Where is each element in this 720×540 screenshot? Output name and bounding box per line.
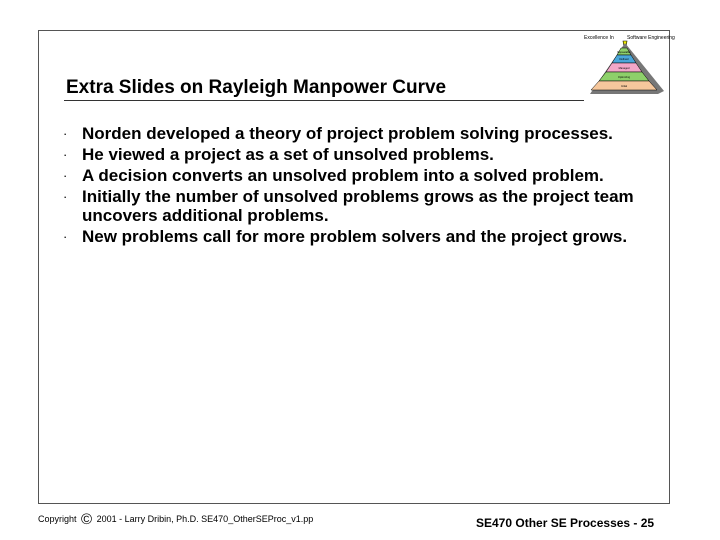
title-underline — [64, 100, 584, 101]
logo-left-text: Excellence In — [584, 35, 614, 41]
bullet-text: New problems call for more problem solvers and the project grows. — [82, 227, 628, 246]
logo-right-text: Software Engineering — [627, 35, 675, 41]
pyramid-icon — [578, 33, 686, 99]
bullet-item — [62, 124, 662, 143]
bullet-item — [62, 145, 662, 164]
bullet-dot-icon: · — [63, 229, 68, 244]
logo-level-5: Initial — [620, 85, 628, 88]
bullet-text: He viewed a project as a set of unsolved problems. — [82, 145, 494, 164]
bullet-item — [62, 227, 662, 246]
bullet-dot-icon: · — [63, 126, 68, 141]
copyright-text: 2001 - Larry Dribin, Ph.D. SE470_OtherSEProc_v1.pp — [96, 514, 314, 524]
bullet-item — [62, 166, 662, 185]
slide-title: Extra Slides on Rayleigh Manpower Curve — [66, 77, 447, 98]
logo-level-3: Managed — [618, 67, 630, 70]
footer-page-label: SE470 Other SE Processes - 25 — [476, 516, 655, 530]
bullet-dot-icon: · — [63, 147, 68, 162]
bullet-text: A decision converts an unsolved problem into a solved problem. — [82, 166, 604, 185]
bullet-text: Initially the number of unsolved problems grows as the project team uncovers additional problems. — [82, 187, 634, 225]
sei-pyramid-logo — [578, 33, 686, 99]
logo-level-4: Optimizing — [617, 76, 631, 79]
logo-level-1: Repeatable — [617, 51, 631, 54]
logo-level-2: Defined — [619, 58, 629, 61]
copyright-label: Copyright — [38, 514, 77, 524]
bullet-dot-icon: · — [63, 168, 68, 183]
bullet-list — [62, 124, 662, 248]
bullet-item — [62, 187, 662, 225]
bullet-dot-icon: · — [63, 189, 68, 204]
footer-copyright — [38, 512, 313, 527]
bullet-text: Norden developed a theory of project problem solving processes. — [82, 124, 613, 143]
slide-frame — [38, 30, 670, 504]
copyright-icon: © — [81, 511, 93, 528]
